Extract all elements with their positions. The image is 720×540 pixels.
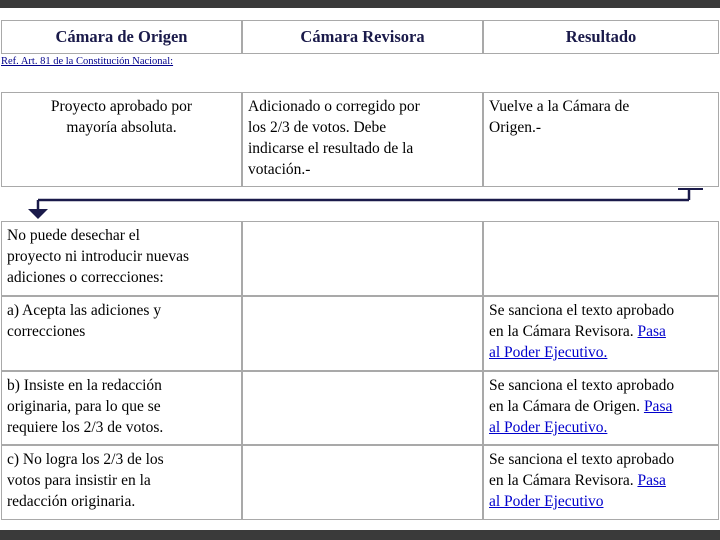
row3-origin-line: correcciones bbox=[7, 323, 86, 340]
header-result-label: Resultado bbox=[565, 27, 637, 46]
row2-origin-cell bbox=[1, 221, 242, 296]
constitution-reference-link[interactable]: Ref. Art. 81 de la Constitución Nacional: bbox=[1, 56, 174, 67]
row5-origin-line: c) No logra los 2/3 de los bbox=[7, 451, 164, 468]
row4-revisora-cell bbox=[242, 371, 483, 445]
header-origin-label: Cámara de Origen bbox=[55, 27, 188, 46]
header-revisora-label: Cámara Revisora bbox=[300, 27, 425, 46]
row4-origin-line: b) Insiste en la redacción bbox=[7, 377, 162, 394]
row5-origin-line: votos para insistir en la bbox=[7, 472, 151, 489]
row4-result-text: en la Cámara de Origen. bbox=[489, 398, 644, 415]
row5-result-cell bbox=[483, 445, 719, 520]
row4-origin-cell bbox=[1, 371, 242, 445]
bottom-frame-bar bbox=[0, 530, 720, 540]
row3-pasa-link[interactable]: Pasa bbox=[637, 323, 666, 340]
row5-revisora-cell bbox=[242, 445, 483, 520]
row2-revisora-cell bbox=[242, 221, 483, 296]
row1-result-line: Vuelve a la Cámara de bbox=[489, 98, 630, 115]
row3-result-line: Se sanciona el texto aprobado bbox=[489, 302, 675, 319]
row2-origin-line: proyecto ni introducir nuevas bbox=[7, 248, 190, 265]
row3-origin-cell bbox=[1, 296, 242, 371]
row4-result-line bbox=[489, 396, 713, 417]
row5-pasa-link[interactable]: Pasa bbox=[637, 472, 666, 489]
row4-pasa-link[interactable]: Pasa bbox=[643, 398, 673, 415]
row1-revisora-line: votación.- bbox=[248, 161, 311, 178]
row5-poder-ejecutivo-link[interactable]: al Poder Ejecutivo bbox=[489, 493, 604, 510]
row5-result-line bbox=[489, 470, 713, 491]
row3-result-text: en la Cámara Revisora. bbox=[489, 323, 638, 340]
row3-result-cell bbox=[483, 296, 719, 371]
row1-result-line: Origen.- bbox=[489, 119, 542, 136]
row2-origin-line: No puede desechar el bbox=[7, 227, 140, 244]
row5-origin-line: redacción originaria. bbox=[7, 493, 136, 510]
row4-origin-line: requiere los 2/3 de votos. bbox=[7, 419, 164, 436]
row4-result-cell bbox=[483, 371, 719, 445]
row3-poder-ejecutivo-link[interactable]: al Poder Ejecutivo. bbox=[489, 344, 608, 361]
row2-origin-line: adiciones o correcciones: bbox=[7, 269, 164, 286]
row5-result-text: en la Cámara Revisora. bbox=[489, 472, 638, 489]
row4-origin-line: originaria, para lo que se bbox=[7, 398, 161, 415]
row4-poder-ejecutivo-link[interactable]: al Poder Ejecutivo. bbox=[489, 419, 608, 436]
row4-result-line: Se sanciona el texto aprobado bbox=[489, 377, 675, 394]
row5-result-line: Se sanciona el texto aprobado bbox=[489, 451, 675, 468]
row1-revisora-line: Adicionado o corregido por bbox=[248, 98, 420, 115]
row1-origin-line: mayoría absoluta. bbox=[66, 119, 177, 136]
row3-result-line bbox=[489, 321, 713, 342]
row5-origin-cell bbox=[1, 445, 242, 520]
row3-revisora-cell bbox=[242, 296, 483, 371]
row1-revisora-line: indicarse el resultado de la bbox=[248, 140, 414, 157]
row1-origin-line: Proyecto aprobado por bbox=[50, 98, 193, 115]
row3-origin-line: a) Acepta las adiciones y bbox=[7, 302, 162, 319]
row1-revisora-line: los 2/3 de votos. Debe bbox=[248, 119, 387, 136]
row2-result-cell bbox=[483, 221, 719, 296]
